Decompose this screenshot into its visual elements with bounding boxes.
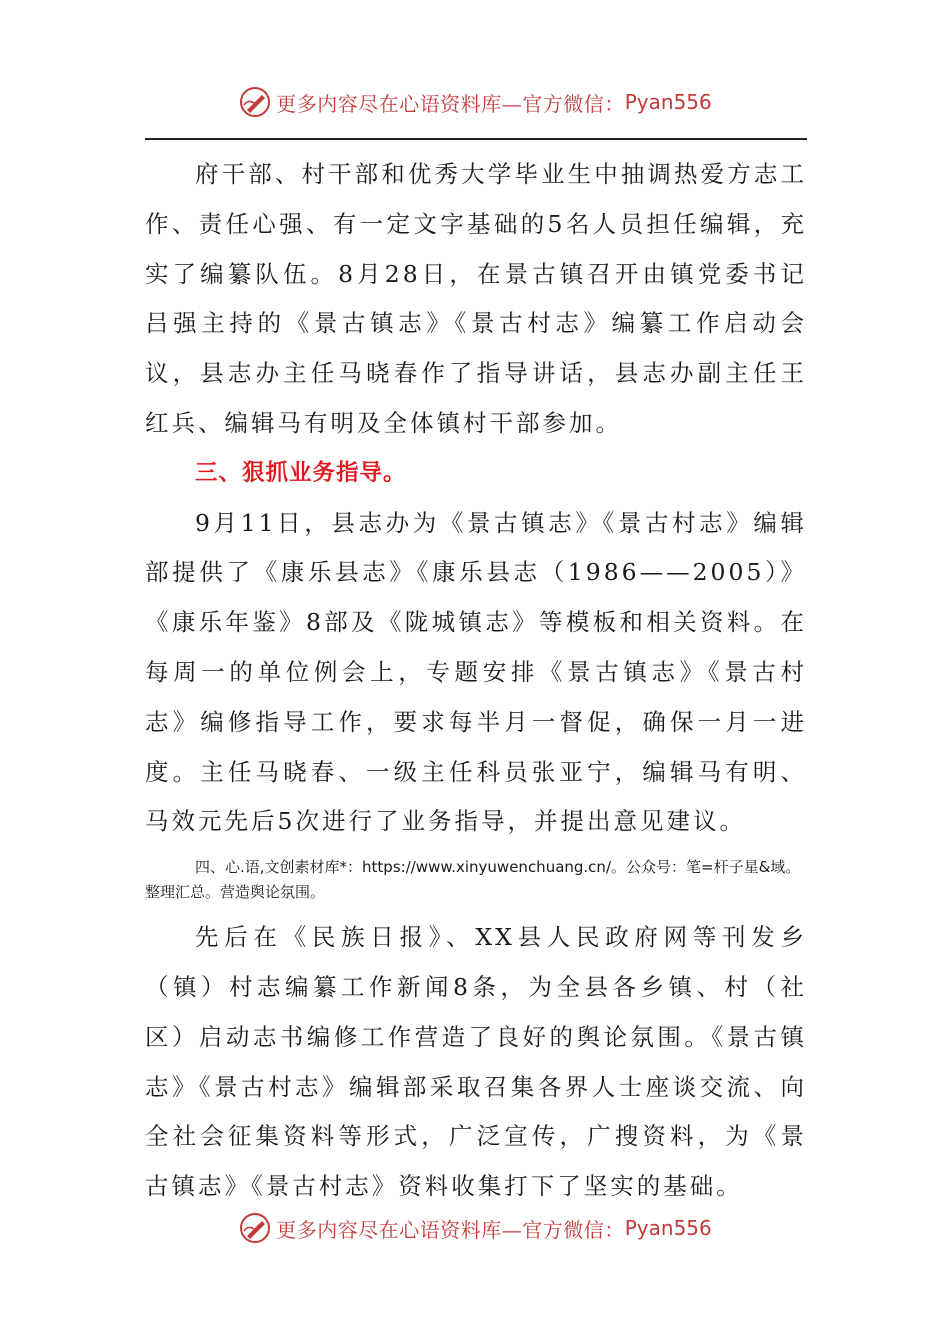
banner-wechat-id: Pyan556 (624, 1216, 712, 1240)
header-divider (145, 138, 807, 140)
section-heading-3: 三、狠抓业务指导。 (195, 459, 407, 486)
paragraph-guidance: 9月11日，县志办为《景古镇志》《景古村志》编辑部提供了《康乐县志》《康乐县志（1986——2005）》《康乐年鉴》8部及《陇城镇志》等模板和相关资料。在每周一的单位例会上，专题安排《景古镇志》《景古村志》编修指导工作，要求每半月一督促，确保一月一进度。主任马晓春、一级主任科员张亚宁，编辑马有明、马效元先后5次进行了业务指导，并提出意见建议。 (145, 508, 807, 836)
pen-seal-logo-icon (238, 85, 272, 119)
document-body (145, 150, 807, 1212)
paragraph-editing-team: 府干部、村干部和优秀大学毕业生中抽调热爱方志工作、责任心强、有一定文字基础的5名人员担任编辑，充实了编纂队伍。8月28日，在景古镇召开由镇党委书记吕强主持的《景古镇志》《景古村志》编纂工作启动会议，县志办主任马晓春作了指导讲话，县志办副主任王红兵、编辑马有明及全体镇村干部参加。 (145, 160, 807, 437)
footer-banner (0, 1208, 950, 1248)
banner-text: 更多内容尽在心语资料库—官方微信： (276, 91, 625, 116)
paragraph-publicity: 先后在《民族日报》、XX县人民政府网等刊发乡（镇）村志编纂工作新闻8条，为全县各乡镇、村（社区）启动志书编修工作营造了良好的舆论氛围。《景古镇志》《景古村志》编辑部采取召集各界人士座谈交流、向全社会征集资料等形式，广泛宣传，广搜资料，为《景古镇志》《景古村志》资料收集打下了坚实的基础。 (145, 923, 807, 1201)
header-banner (0, 82, 950, 122)
banner-wechat-id: Pyan556 (624, 90, 712, 114)
pen-seal-logo-icon (238, 1211, 272, 1245)
section-heading-4: 四、心.语,文创素材库*：https://www.xinyuwenchuang.cn/。公众号：笔=杆子星&域。整理汇总。营造舆论氛围。 (145, 858, 801, 902)
banner-text: 更多内容尽在心语资料库—官方微信： (276, 1217, 625, 1242)
